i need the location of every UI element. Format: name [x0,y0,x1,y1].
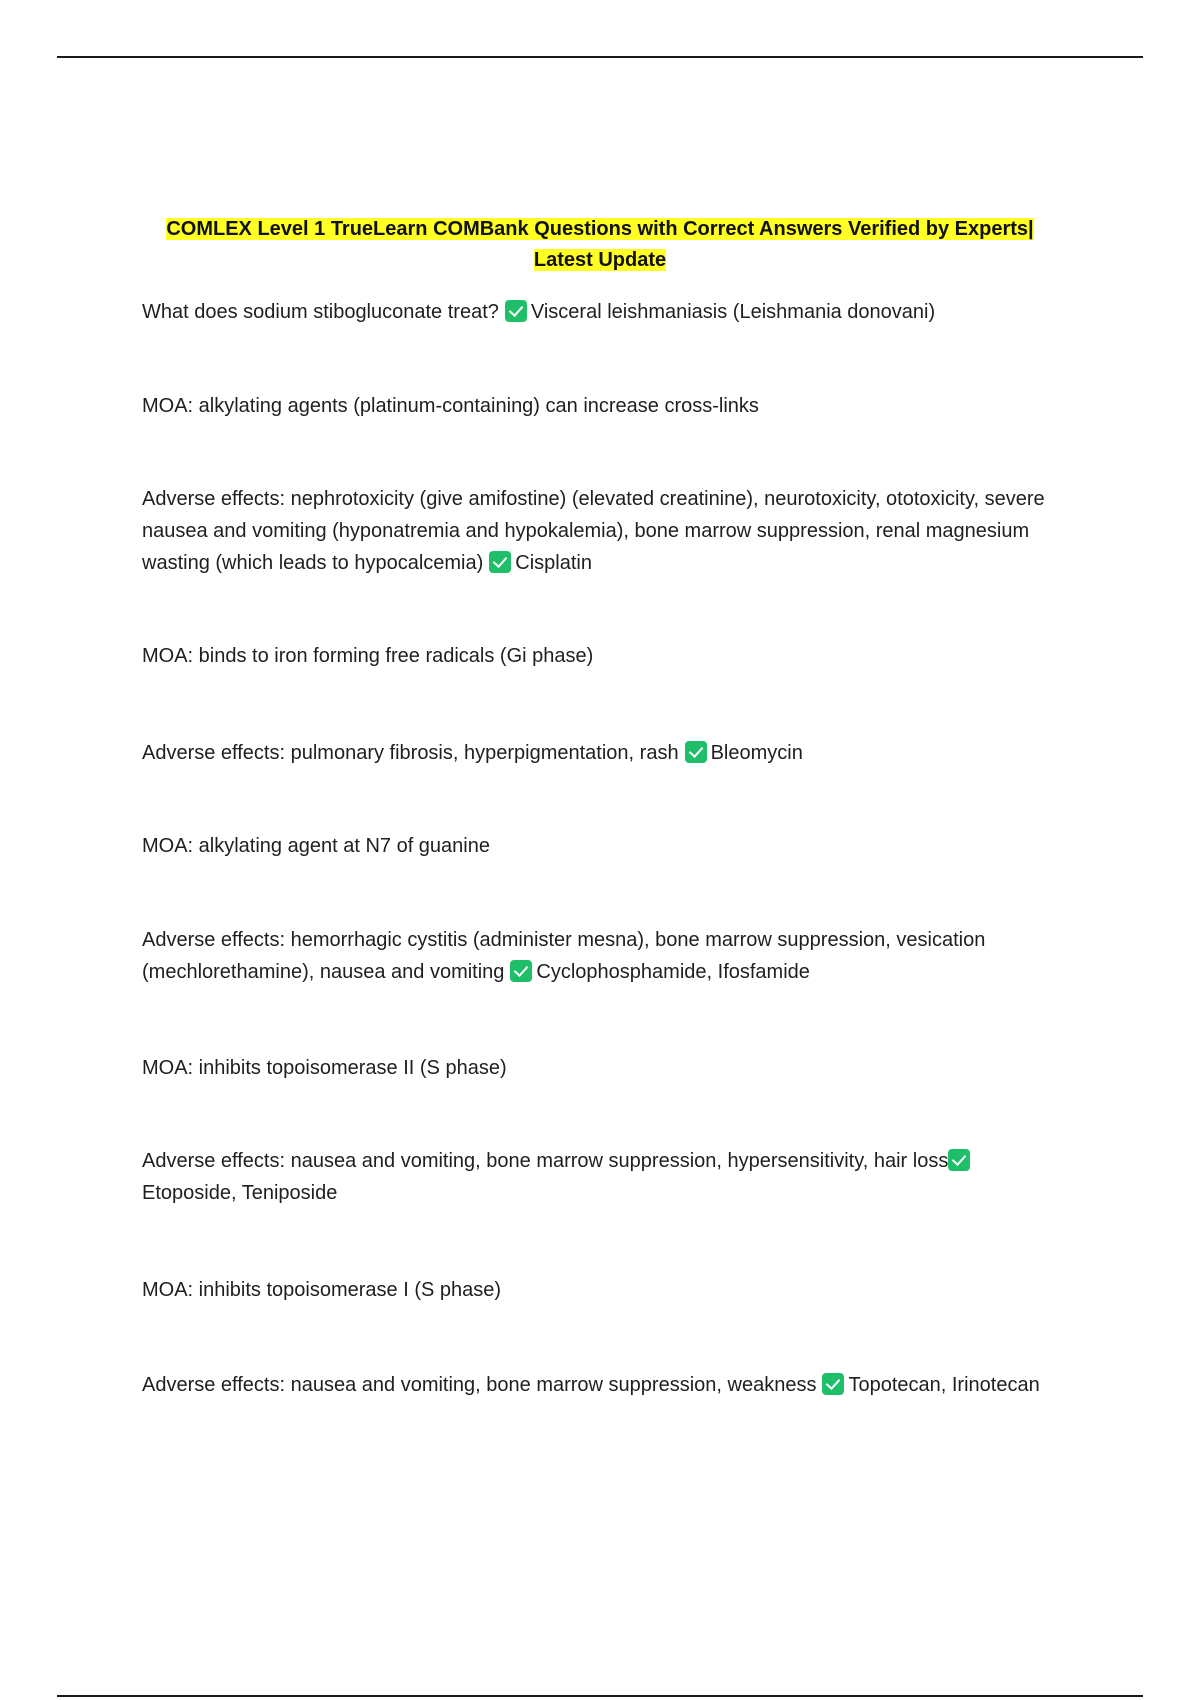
check-mark-icon [510,960,532,982]
qa-item-8 [142,1052,1062,1084]
qa-item-9 [142,1145,1062,1209]
document-title [140,214,1060,276]
answer-text: Topotecan, Irinotecan [848,1374,1040,1396]
question-text: Adverse effects: nausea and vomiting, bone marrow suppression, hypersensitivity, hair loss [142,1150,949,1172]
qa-item-11 [142,1369,1062,1401]
check-mark-icon [685,741,707,763]
question-text: MOA: alkylating agent at N7 of guanine [142,835,490,857]
question-text: Adverse effects: nausea and vomiting, bone marrow suppression, weakness [142,1374,817,1396]
bottom-rule [57,1695,1143,1697]
check-mark-icon [822,1373,844,1395]
question-text: MOA: binds to iron forming free radicals (Gi phase) [142,645,594,667]
qa-item-1 [142,296,1062,328]
qa-item-7 [142,924,1062,988]
answer-text: Bleomycin [710,742,803,764]
qa-item-3 [142,483,1062,579]
check-mark-icon [489,551,511,573]
answer-text: Cyclophosphamide, Ifosfamide [536,961,810,983]
question-text: Adverse effects: hemorrhagic cystitis (administer mesna), bone marrow suppression, vesication (mechlorethamine), nausea and vomiting [142,929,986,983]
check-mark-icon [948,1149,970,1171]
document-title-text: COMLEX Level 1 TrueLearn COMBank Questions with Correct Answers Verified by Experts| Latest Update [166,218,1034,271]
answer-text: Visceral leishmaniasis (Leishmania donovani) [530,301,936,323]
top-rule [57,56,1143,58]
qa-item-6 [142,830,1062,862]
question-text: Adverse effects: pulmonary fibrosis, hyperpigmentation, rash [142,742,679,764]
question-text: Adverse effects: nephrotoxicity (give amifostine) (elevated creatinine), neurotoxicity, ototoxicity, severe nausea and vomiting (hyponatremia and hypokalemia), bone marrow suppression, renal magnesium wasting (which leads to hypocalcemia) [142,488,1045,574]
question-text: MOA: inhibits topoisomerase I (S phase) [142,1279,502,1301]
qa-item-10 [142,1274,1062,1306]
qa-item-5 [142,737,1062,769]
qa-item-2 [142,390,1062,422]
question-text: MOA: inhibits topoisomerase II (S phase) [142,1057,507,1079]
answer-text: Cisplatin [515,552,592,574]
qa-item-4 [142,640,1062,672]
question-text: What does sodium stibogluconate treat? [142,301,499,323]
question-text: MOA: alkylating agents (platinum-containing) can increase cross-links [142,395,759,417]
answer-text: Etoposide, Teniposide [142,1182,338,1204]
check-mark-icon [505,300,527,322]
